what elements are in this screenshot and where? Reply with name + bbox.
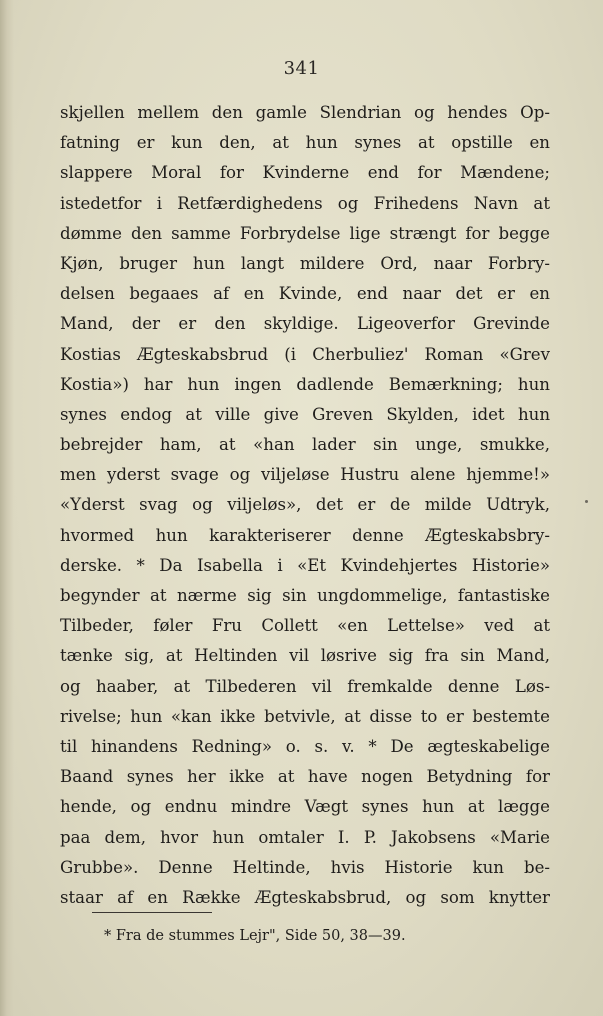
text-line: paa dem, hvor hun omtaler I. P. Jakobsens «Marie [60,827,550,847]
text-line: hvormed hun karakteriserer denne Ægteskabsbry- [60,525,550,545]
text-line: men yderst svage og viljeløse Hustru alene hjemme!» [60,465,550,485]
text-line: istedetfor i Retfærdighedens og Frihedens Navn at [60,193,550,213]
text-line: bebrejder ham, at «han lader sin unge, smukke, [60,435,550,455]
text-line: Tilbeder, føler Fru Collett «en Lettelse» ved at [60,616,550,636]
text-line: «Yderst svag og viljeløs», det er de milde Udtryk, [60,495,550,515]
text-line: Kjøn, bruger hun langt mildere Ord, naar Forbry- [60,253,550,273]
body-text [60,98,550,913]
text-line: staar af en Række Ægteskabsbrud, og som knytter [60,887,550,907]
text-line: skjellen mellem den gamle Slendrian og hendes Op- [60,103,550,122]
text-line: Kostias Ægteskabsbrud (i Cherbuliez' Roman «Grev [60,344,550,364]
text-line: delsen begaaes af en Kvinde, end naar det er en [60,284,550,304]
footnote-rule [92,912,212,913]
paper-speck [585,500,588,503]
text-line: rivelse; hun «kan ikke betvivle, at disse to er bestemte [60,706,550,726]
text-line: Mand, der er den skyldige. Ligeoverfor Grevinde [60,314,550,334]
text-line: og haaber, at Tilbederen vil fremkalde denne Løs- [60,676,550,696]
text-line: dømme den samme Forbrydelse lige strængt for begge [60,223,550,243]
text-line: tænke sig, at Heltinden vil løsrive sig fra sin Mand, [60,646,550,666]
page-number: 341 [283,58,320,79]
text-line: hende, og endnu mindre Vægt synes hun at lægge [60,797,550,817]
text-line: slappere Moral for Kvinderne end for Mændene; [60,163,550,183]
text-line: synes endog at ville give Greven Skylden, idet hun [60,404,550,424]
text-line: begynder at nærme sig sin ungdommelige, fantastiske [60,586,550,605]
text-line: Baand synes her ikke at have nogen Betydning for [60,767,550,787]
text-line: Grubbe». Denne Heltinde, hvis Historie kun be- [60,857,550,877]
text-line: til hinandens Redning» o. s. v. * De ægteskabelige [60,736,550,756]
text-line: derske. * Da Isabella i «Et Kvindehjertes Historie» [60,555,550,575]
footnote: * Fra de stummes Lejr", Side 50, 38—39. [104,928,406,944]
text-line: fatning er kun den, at hun synes at opstille en [60,133,550,153]
text-line: Kostia») har hun ingen dadlende Bemærkning; hun [60,374,550,394]
